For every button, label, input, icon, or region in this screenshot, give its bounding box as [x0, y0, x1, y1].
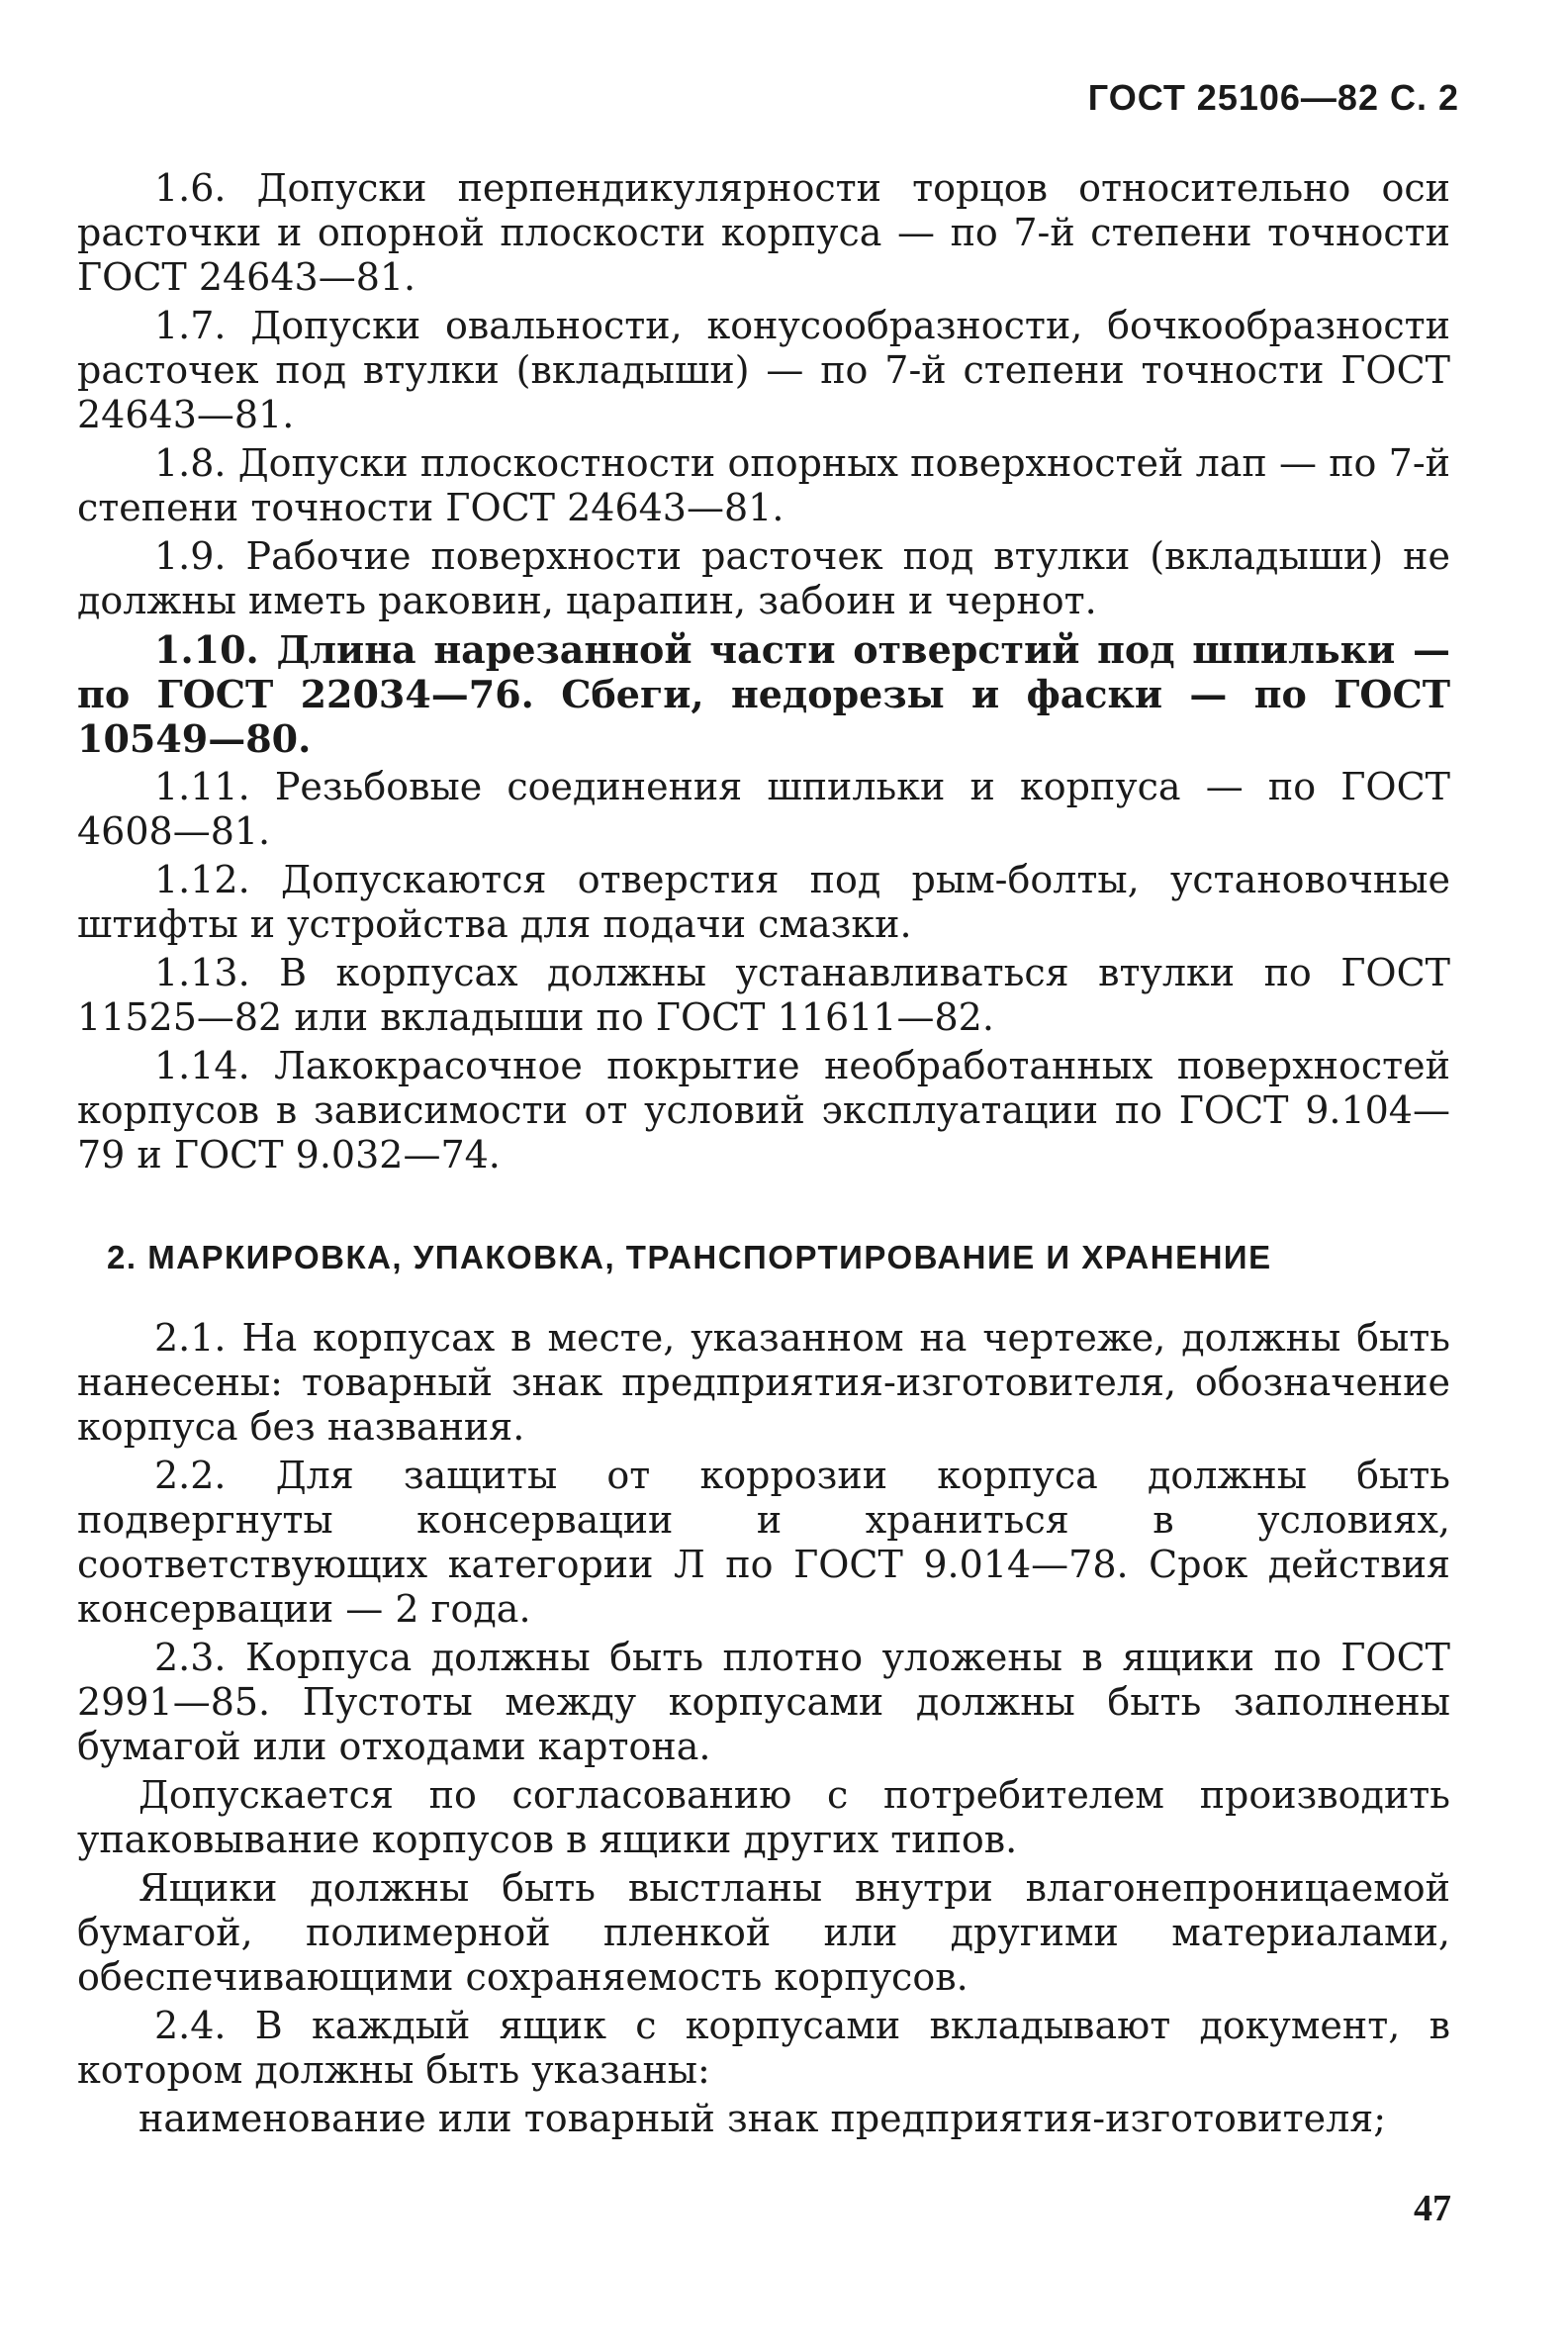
clause-1-13: 1.13. В корпусах должны устанавливаться втулки по ГОСТ 11525—82 или вкладыши по ГОСТ 11611—82. — [77, 951, 1450, 1039]
running-head: ГОСТ 25106—82 С. 2 — [1087, 77, 1459, 118]
clause-1-11: 1.11. Резьбовые соединения шпильки и корпуса — по ГОСТ 4608—81. — [77, 765, 1450, 853]
clause-1-14: 1.14. Лакокрасочное покрытие необработанных поверхностей корпусов в зависимости от условий эксплуатации по ГОСТ 9.104—79 и ГОСТ 9.032—74. — [77, 1044, 1450, 1176]
page-number: 47 — [1414, 2188, 1451, 2229]
clause-2-4-item-manufacturer: наименование или товарный знак предприятия-изготовителя; — [138, 2097, 1387, 2140]
clause-2-3-note-lining: Ящики должны быть выстланы внутри влагонепроницаемой бумагой, полимерной пленкой или другими материалами, обеспечивающими сохраняемость корпусов. — [77, 1866, 1450, 1999]
clause-2-1: 2.1. На корпусах в месте, указанном на чертеже, должны быть нанесены: товарный знак предприятия-изготовителя, обозначение корпуса без названия. — [77, 1316, 1450, 1449]
clause-1-9: 1.9. Рабочие поверхности расточек под втулки (вкладыши) не должны иметь раковин, царапин, забоин и чернот. — [77, 534, 1450, 622]
clause-2-4: 2.4. В каждый ящик с корпусами вкладывают документ, в котором должны быть указаны: — [77, 2004, 1450, 2092]
clause-1-7: 1.7. Допуски овальности, конусообразности, бочкообразности расточек под втулки (вкладыши) — по 7-й степени точности ГОСТ 24643—81. — [77, 304, 1450, 436]
clause-1-6: 1.6. Допуски перпендикулярности торцов относительно оси расточки и опорной плоскости корпуса — по 7-й степени точности ГОСТ 24643—81. — [77, 166, 1450, 299]
clause-1-8: 1.8. Допуски плоскостности опорных поверхностей лап — по 7-й степени точности ГОСТ 24643—81. — [77, 441, 1450, 529]
section-2-heading: 2. МАРКИРОВКА, УПАКОВКА, ТРАНСПОРТИРОВАНИЕ И ХРАНЕНИЕ — [107, 1239, 1272, 1275]
clause-2-3: 2.3. Корпуса должны быть плотно уложены в ящики по ГОСТ 2991—85. Пустоты между корпусами должны быть заполнены бумагой или отходами картона. — [77, 1636, 1450, 1768]
clause-1-10: 1.10. Длина нарезанной части отверстий под шпильки — по ГОСТ 22034—76. Сбеги, недорезы и фаски — по ГОСТ 10549—80. — [77, 627, 1450, 761]
clause-2-2: 2.2. Для защиты от коррозии корпуса должны быть подвергнуты консервации и храниться в условиях, соответствующих категории Л по ГОСТ 9.014—78. Срок действия консервации — 2 года. — [77, 1454, 1450, 1631]
body-text — [77, 166, 1450, 2145]
clause-2-3-note-packing: Допускается по согласованию с потребителем производить упаковывание корпусов в ящики других типов. — [77, 1773, 1450, 1861]
clause-1-12: 1.12. Допускаются отверстия под рым-болты, установочные штифты и устройства для подачи смазки. — [77, 858, 1450, 946]
